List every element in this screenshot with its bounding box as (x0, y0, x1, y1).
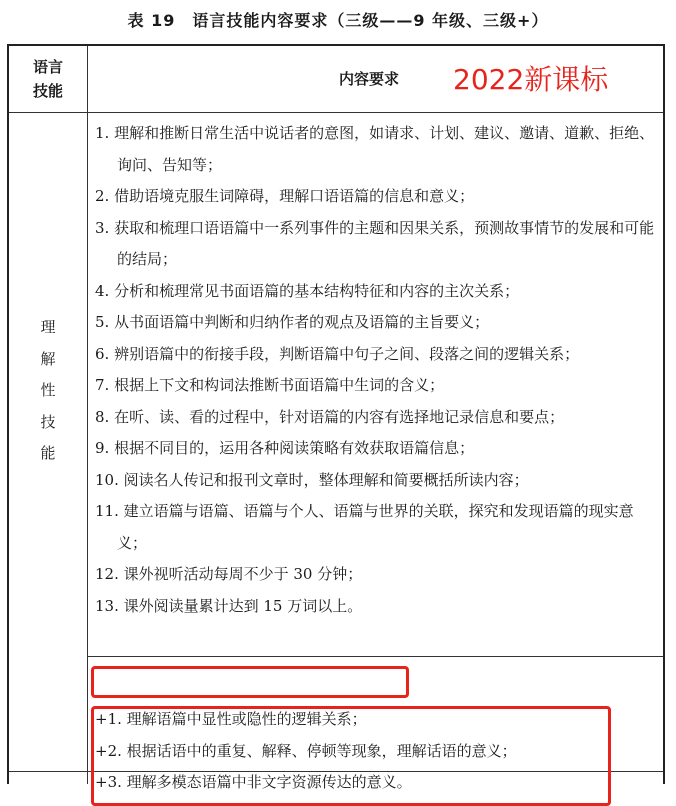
header-skill-line2: 技能 (32, 82, 63, 100)
list-item: 3. 获取和梳理口语语篇中一系列事件的主题和因果关系，预测故事情节的发展和可能的结局； (95, 218, 655, 268)
side-char: 技 (40, 412, 56, 431)
content-table (7, 44, 665, 791)
list-item: 7. 根据上下文和构词法推断书面语篇中生词的含义； (95, 376, 445, 394)
header-divider (9, 112, 663, 113)
header-requirements: 内容要求 (339, 70, 400, 88)
new-curriculum-stamp: 2022新课标 (453, 63, 609, 96)
section-divider (87, 656, 663, 657)
side-char: 性 (40, 381, 56, 399)
list-item: 5. 从书面语篇中判断和归纳作者的观点及语篇的主旨要义； (95, 313, 490, 331)
side-char: 理 (40, 318, 56, 336)
list-item: 11. 建立语篇与语篇、语篇与个人、语篇与世界的关联，探究和发现语篇的现实意义； (95, 502, 634, 552)
list-item: 4. 分析和梳理常见书面语篇的基本结构特征和内容的主次关系； (95, 281, 520, 300)
table-caption: 表 19 语言技能内容要求（三级——9 年级、三级+） (127, 11, 549, 30)
header-skill-line1: 语言 (32, 58, 63, 76)
list-item: 12. 课外视听活动每周不少于 30 分钟； (95, 565, 363, 583)
header-skill (9, 46, 87, 112)
list-item: 1. 理解和推断日常生活中说话者的意图，如请求、计划、建议、邀请、道歉、拒绝、询问、告知等； (95, 124, 655, 174)
list-item: 13. 课外阅读量累计达到 15 万词以上。 (95, 596, 363, 615)
list-item: 9. 根据不同目的，运用各种阅读策略有效获取语篇信息； (95, 439, 475, 457)
side-char: 解 (40, 349, 56, 368)
highlight-box-plus-items (91, 706, 611, 806)
column-divider (87, 46, 88, 784)
list-item: 8. 在听、读、看的过程中，针对语篇的内容有选择地记录信息和要点； (95, 407, 565, 426)
side-char: 能 (40, 444, 56, 462)
list-item: 2. 借助语境克服生词障碍，理解口语语篇的信息和意义； (95, 187, 475, 205)
list-item: +2. 根据话语中的重复、解释、停顿等现象，理解话语的意义； (95, 741, 517, 760)
list-item: 6. 辨别语篇中的衔接手段，判断语篇中句子之间、段落之间的逻辑关系； (95, 344, 580, 363)
comprehension-skill-label (9, 312, 87, 470)
list-item: +3. 理解多模态语篇中非文字资源传达的意义。 (95, 773, 412, 791)
list-item: +1. 理解语篇中显性或隐性的逻辑关系； (95, 710, 367, 728)
requirement-list (95, 118, 655, 622)
list-item: 10. 阅读名人传记和报刊文章时，整体理解和简要概括所读内容； (95, 470, 529, 489)
highlight-box-item-13 (91, 666, 409, 698)
